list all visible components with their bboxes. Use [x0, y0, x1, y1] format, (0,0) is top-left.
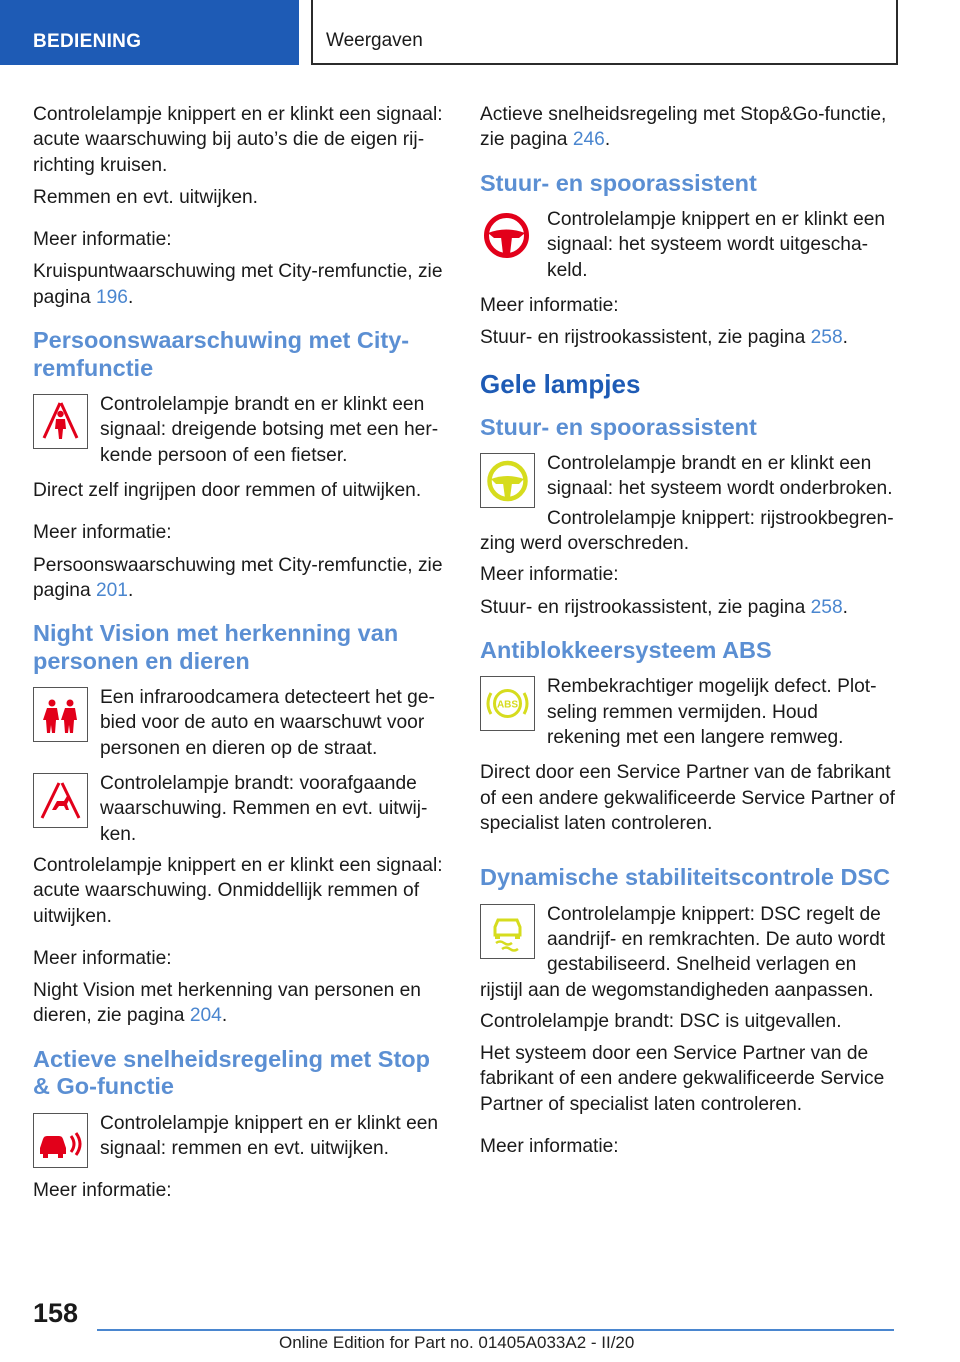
reference: Stuur- en rijstrookassistent, zie pagina 258.: [480, 327, 848, 349]
steering-wheel-red-icon: [480, 209, 535, 264]
reference: Stuur- en rijstrookassistent, zie pagina 258.: [480, 596, 848, 618]
collision-warning-icon: [33, 1113, 88, 1168]
warning-text: Controlelampje knippert en er klinkt een signaal: het systeem wordt uitgeschakeld.: [547, 209, 886, 281]
page-link-258[interactable]: 258: [810, 596, 843, 618]
reference-text: Persoonswaarschuwing met City-remfunctie, zie pagina: [33, 554, 443, 601]
reference-text: Kruispuntwaarschuwing met City-remfunctie, zie pagina: [33, 261, 443, 308]
dsc-icon: [480, 904, 535, 959]
page-link-201[interactable]: 201: [95, 579, 128, 601]
left-column: [33, 102, 448, 1210]
warning-text: Controlelampje knippert en er klinkt een signaal: remmen en evt. uitwijken.: [100, 1112, 439, 1160]
chapter-title: Weergaven: [326, 30, 423, 51]
paragraph: Direct zelf ingrijpen door remmen of uitwijken.: [33, 479, 422, 501]
chapter-box: [311, 0, 898, 65]
heading-actieve-snelheidsregeling: Actieve snelheidsregeling met Stop & Go-functie: [33, 1045, 430, 1100]
reference: Actieve snelheidsregeling met Stop&Go-functie, zie pagina 246.: [480, 104, 887, 151]
more-info-label: Meer informatie:: [33, 522, 172, 544]
reference: Persoonswaarschuwing met City-remfunctie, zie pagina 201.: [33, 554, 443, 601]
warning-text: Controlelampje brandt: voorafgaande waarschuwing. Remmen en evt. uitwijken.: [100, 773, 428, 845]
page-link-246[interactable]: 246: [572, 129, 605, 151]
reference-text: Stuur- en rijstrookassistent, zie pagina: [480, 327, 811, 349]
reference-text: Night Vision met herkenning van personen en dieren, zie pagina: [33, 980, 421, 1027]
reference-text: Stuur- en rijstrookassistent, zie pagina: [480, 596, 811, 618]
heading-night-vision: Night Vision met herkenning van personen en dieren: [33, 620, 399, 674]
page-link-196[interactable]: 196: [95, 286, 128, 308]
footer-divider: [97, 1329, 894, 1331]
heading-stuur-spoorassistent: Stuur- en spoorassistent: [480, 169, 757, 196]
more-info-label: Meer informatie:: [480, 564, 619, 586]
paragraph: Controlelampje knippert en er klinkt een signaal: acute waarschuwing bij auto’s die de eigen rijrichting kruisen.: [33, 104, 443, 176]
more-info-label: Meer informatie:: [33, 229, 172, 251]
warning-text: Controlelampje brandt en er klinkt een signaal: het systeem wordt onderbroken.: [547, 453, 893, 500]
section-tab: [0, 0, 299, 65]
warning-block: [480, 207, 895, 287]
heading-gele-lampjes: Gele lampjes: [480, 368, 641, 399]
heading-persoonswaarschuwing: Persoonswaarschuwing met City-remfunctie: [33, 327, 410, 381]
warning-text: Rembekrachtiger mogelijk defect. Plotseling remmen vermijden. Houd rekening met een langere remweg.: [547, 676, 877, 748]
reference: Kruispuntwaarschuwing met City-remfunctie, zie pagina 196.: [33, 261, 443, 308]
warning-block: [480, 674, 895, 754]
persons-warning-icon: [33, 687, 88, 742]
steering-wheel-yellow-icon: [480, 453, 535, 508]
reference-text: Actieve snelheidsregeling met Stop&Go-functie, zie pagina: [480, 104, 887, 151]
reference: Night Vision met herkenning van personen en dieren, zie pagina 204.: [33, 980, 421, 1027]
section-title: BEDIENING: [33, 31, 142, 52]
warning-text: Een infraroodcamera detecteert het gebied voor de auto en waarschuwt voor personen en dieren op de straat.: [100, 687, 435, 759]
paragraph: Het systeem door een Service Partner van de fabrikant of een andere gekwalificeerde Service Partner of specialist laten controleren.: [480, 1043, 885, 1115]
right-column: [480, 102, 895, 1166]
edition-footer: Online Edition for Part no. 01405A033A2 - II/20: [279, 1333, 635, 1352]
warning-block: [33, 685, 448, 765]
more-info-label: Meer informatie:: [480, 1136, 619, 1158]
warning-text: Controlelampje brandt en er klinkt een signaal: dreigende botsing met een herkende persoon of een fietser.: [100, 394, 439, 466]
animal-warning-icon: [33, 773, 88, 828]
warning-block: [480, 451, 895, 556]
page-number: 158: [33, 1298, 79, 1328]
abs-icon: [480, 676, 535, 731]
heading-dsc: Dynamische stabiliteitscontrole DSC: [480, 864, 891, 891]
paragraph: Controlelampje brandt: DSC is uitgevallen.: [480, 1010, 842, 1032]
warning-block: [33, 771, 448, 847]
paragraph: Remmen en evt. uitwijken.: [33, 186, 259, 208]
warning-text: Controlelampje knippert: rijstrookbegrenzing werd overschreden.: [480, 507, 894, 554]
pedestrian-warning-icon: [33, 394, 88, 449]
abs-icon-label: ABS: [496, 699, 519, 711]
page-link-204[interactable]: 204: [189, 1005, 222, 1027]
warning-block: [480, 902, 895, 1003]
heading-abs: Antiblokkeersysteem ABS: [480, 636, 772, 663]
heading-stuur-spoorassistent-geel: Stuur- en spoorassistent: [480, 413, 757, 440]
paragraph: Direct door een Service Partner van de fabrikant of een andere gekwalificeerde Service Partner of specialist laten controleren.: [480, 762, 895, 834]
more-info-label: Meer informatie:: [33, 947, 172, 969]
warning-block: [33, 392, 448, 472]
more-info-label: Meer informatie:: [33, 1179, 172, 1201]
page-link-258[interactable]: 258: [810, 327, 843, 349]
paragraph: Controlelampje knippert en er klinkt een signaal: acute waarschuwing. Onmiddellijk remmen of uitwijken.: [33, 854, 443, 927]
warning-text: Controlelampje knippert: DSC regelt de aandrijf- en remkrachten. De auto wordt gestabiliseerd. Snelheid verlagen en rijstijl aan de wegomstandigheden aanpassen.: [480, 903, 886, 1001]
more-info-label: Meer informatie:: [480, 294, 619, 316]
warning-block: [33, 1111, 448, 1172]
